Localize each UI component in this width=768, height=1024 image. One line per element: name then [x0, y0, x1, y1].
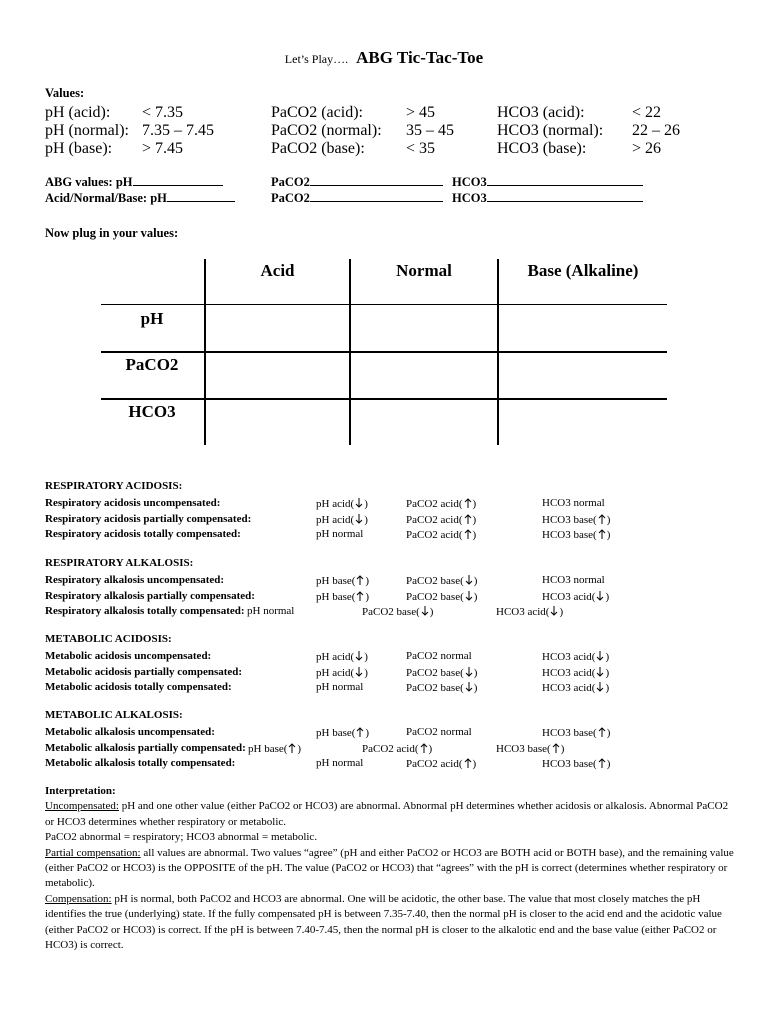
class-paco2-label: PaCO2 [271, 191, 310, 205]
value-hco3 [542, 757, 610, 770]
value-label: PaCO2 (normal): [271, 122, 382, 139]
value-range: < 22 [632, 104, 662, 121]
hco3-status: HCO3 acid [542, 590, 592, 603]
value-range: 7.35 – 7.45 [142, 122, 214, 139]
ph-status: pH base [248, 742, 284, 755]
value-ph [316, 574, 369, 587]
value-range: < 7.35 [142, 104, 184, 121]
ph-status: pH acid [316, 651, 351, 663]
arrow-up-icon: ( ) [414, 742, 433, 755]
arrow-down-icon: ( ) [460, 590, 478, 603]
hco3-status: HCO3 base [496, 742, 548, 755]
abg-values-line [45, 174, 223, 190]
value-hco3 [542, 681, 609, 694]
hco3-status: HCO3 base [542, 758, 594, 770]
ph-status: pH acid [316, 666, 351, 679]
hco3-status: HCO3 acid [542, 666, 592, 679]
plug-in-instruction: Now plug in your values: [45, 226, 179, 240]
section-heading: RESPIRATORY ALKALOSIS: [45, 557, 194, 569]
hco3-status: HCO3 normal [542, 574, 605, 586]
arrow-up-icon: ( ) [593, 758, 611, 770]
abg-paco2-blank[interactable] [310, 174, 443, 186]
value-ph [316, 681, 363, 693]
class-ph-blank[interactable] [167, 190, 235, 202]
value-paco2 [406, 666, 477, 679]
value-paco2 [406, 497, 476, 510]
arrow-up-icon: ( ) [351, 590, 370, 603]
arrow-up-icon: ( ) [458, 529, 477, 541]
value-ph [316, 757, 363, 769]
class-hco3 [452, 190, 643, 206]
abg-hco3-blank[interactable] [487, 174, 643, 186]
ph-status: pH normal [316, 528, 364, 540]
value-label: pH (acid): [45, 104, 111, 121]
value-range: 35 – 45 [406, 122, 454, 139]
class-hco3-label: HCO3 [452, 191, 487, 205]
paco2-status: PaCO2 base [362, 606, 417, 618]
ph-status: pH base [316, 575, 352, 587]
grid-col-acid: Acid [260, 261, 295, 280]
arrow-up-icon: ( ) [351, 727, 370, 739]
value-label: HCO3 (acid): [497, 104, 585, 121]
hco3-status: HCO3 acid [496, 606, 546, 618]
ph-status: pH base [316, 590, 352, 603]
grid-col-base: Base (Alkaline) [527, 261, 639, 280]
arrow-down-icon: ( ) [591, 590, 610, 603]
paco2-status: PaCO2 base [406, 590, 461, 603]
hco3-status: HCO3 base [542, 513, 594, 526]
abg-hco3-label: HCO3 [452, 175, 487, 189]
value-paco2 [406, 574, 477, 587]
grid-hline-3 [101, 398, 667, 400]
value-paco2 [362, 742, 432, 755]
condition-name: Respiratory acidosis uncompensated: [45, 497, 221, 509]
value-ph [316, 726, 369, 739]
arrow-up-icon: ( ) [458, 513, 477, 526]
value-hco3 [542, 574, 605, 586]
ph-status: pH acid [316, 513, 351, 526]
value-label: HCO3 (normal): [497, 122, 604, 139]
value-ph [248, 742, 301, 755]
paco2-status: PaCO2 acid [406, 498, 459, 510]
value-hco3 [542, 666, 609, 679]
grid-hline-1 [101, 304, 667, 305]
hco3-status: HCO3 base [542, 727, 594, 739]
condition-name: Metabolic acidosis partially compensated: [45, 665, 243, 678]
arrow-down-icon: ( ) [460, 575, 478, 587]
value-range: > 26 [632, 140, 662, 157]
abg-hco3 [452, 174, 643, 190]
value-paco2 [406, 757, 476, 770]
condition-name: Metabolic acidosis totally compensated: [45, 681, 232, 693]
condition-name: Metabolic alkalosis uncompensated: [45, 726, 215, 738]
condition-name: Respiratory alkalosis uncompensated: [45, 574, 225, 586]
interpretation [45, 784, 735, 953]
value-label: pH (normal): [45, 122, 129, 139]
value-range: < 35 [406, 140, 436, 157]
section-heading: METABOLIC ACIDOSIS: [45, 633, 172, 645]
value-hco3 [542, 497, 605, 509]
condition-name: Metabolic acidosis uncompensated: [45, 650, 212, 662]
value-paco2 [406, 681, 477, 694]
value-label: PaCO2 (acid): [271, 104, 363, 121]
grid-row-ph: pH [140, 309, 164, 328]
value-paco2 [406, 528, 476, 541]
arrow-up-icon: ( ) [351, 575, 370, 587]
arrow-up-icon: ( ) [547, 742, 565, 755]
title-main: ABG Tic-Tac-Toe [356, 48, 484, 67]
class-paco2 [271, 190, 443, 206]
hco3-status: HCO3 acid [542, 682, 592, 694]
value-range: > 7.45 [142, 140, 184, 157]
paco2-status: PaCO2 acid [406, 529, 459, 541]
arrow-down-icon: ( ) [350, 498, 368, 510]
value-paco2 [406, 726, 472, 738]
arrow-up-icon: ( ) [458, 758, 477, 770]
arrow-up-icon: ( ) [283, 742, 302, 755]
interpretation-heading: Interpretation: [45, 785, 116, 797]
ph-status: pH normal [316, 681, 364, 693]
value-ph [316, 650, 368, 663]
value-ph [316, 513, 368, 526]
hco3-status: HCO3 normal [542, 497, 605, 509]
condition-name: Respiratory acidosis totally compensated: [45, 528, 241, 540]
value-paco2 [362, 605, 433, 618]
value-ph [316, 666, 368, 679]
value-paco2 [406, 513, 476, 526]
value-ph [247, 605, 294, 617]
value-hco3 [542, 528, 610, 541]
paco2-status: PaCO2 normal [406, 726, 472, 738]
hco3-status: HCO3 base [542, 529, 594, 541]
paco2-status: PaCO2 base [406, 575, 461, 587]
abg-paco2-label: PaCO2 [271, 175, 310, 189]
arrow-down-icon: ( ) [545, 606, 564, 618]
value-range: 22 – 26 [632, 122, 680, 139]
paco2-status: PaCO2 acid [406, 758, 459, 770]
value-hco3 [496, 605, 563, 618]
interp-partial-compensation: Partial compensation: all values are abnormal. Two values “agree” (pH and either PaCO2 or HCO3 are BOTH acid or BOTH base), and the remaining value (either PaCO2 or HCO3) is the OPPOSITE of the pH. The value (PaCO2 or HCO3) that “agrees” with the pH is correct (determines whether respiratory or metabolic). [45, 846, 734, 890]
interp-uncompensated: Uncompensated: pH and one other value (either PaCO2 or HCO3) are abnormal. Abnormal pH determines whether acidosis or alkalosis. Abnormal PaCO2 or HCO3 determines whether respiratory or metabolic. [45, 800, 729, 828]
paco2-status: PaCO2 acid [406, 513, 459, 526]
abg-ph-blank[interactable] [133, 174, 223, 186]
arrow-down-icon: ( ) [350, 651, 368, 663]
value-label: PaCO2 (base): [271, 140, 365, 157]
value-paco2 [406, 590, 477, 603]
abg-paco2 [271, 174, 443, 190]
arrow-down-icon: ( ) [416, 606, 434, 618]
ph-status: pH base [316, 727, 352, 739]
interp-respiratory-metabolic: PaCO2 abnormal = respiratory; HCO3 abnormal = metabolic. [45, 831, 318, 844]
arrow-up-icon: ( ) [593, 529, 611, 541]
ph-status: pH normal [247, 605, 295, 617]
arrow-down-icon: ( ) [460, 666, 478, 679]
section-heading: RESPIRATORY ACIDOSIS: [45, 480, 183, 492]
condition-name: Respiratory acidosis partially compensated: [45, 512, 252, 525]
class-paco2-blank[interactable] [310, 190, 443, 202]
arrow-up-icon: ( ) [458, 498, 477, 510]
hco3-status: HCO3 acid [542, 651, 592, 663]
paco2-status: PaCO2 base [406, 666, 461, 679]
value-hco3 [542, 726, 610, 739]
value-ph [316, 528, 363, 540]
value-label: pH (base): [45, 140, 113, 157]
paco2-status: PaCO2 normal [406, 650, 472, 662]
value-ph [316, 497, 368, 510]
arrow-down-icon: ( ) [460, 682, 478, 694]
ph-status: pH acid [316, 498, 351, 510]
arrow-down-icon: ( ) [591, 682, 610, 694]
condition-name: Metabolic alkalosis totally compensated: [45, 757, 236, 769]
condition-name: Respiratory alkalosis totally compensated: [45, 605, 245, 617]
value-label: HCO3 (base): [497, 140, 587, 157]
condition-name: Metabolic alkalosis partially compensated: [45, 741, 246, 754]
value-hco3 [542, 650, 609, 663]
value-hco3 [496, 742, 564, 755]
abg-ph-label: ABG values: pH [45, 175, 133, 189]
paco2-status: PaCO2 acid [362, 742, 415, 755]
class-ph-label: Acid/Normal/Base: pH [45, 191, 167, 205]
class-hco3-blank[interactable] [487, 190, 643, 202]
arrow-down-icon: ( ) [591, 666, 610, 679]
value-hco3 [542, 590, 609, 603]
title-prefix: Let’s Play…. [284, 52, 349, 66]
grid-row-paco2: PaCO2 [125, 355, 179, 374]
value-paco2 [406, 650, 472, 662]
grid-hline-2 [101, 351, 667, 353]
arrow-down-icon: ( ) [591, 651, 610, 663]
arrow-up-icon: ( ) [593, 727, 611, 739]
abg-class-line [45, 190, 235, 206]
arrow-up-icon: ( ) [593, 513, 611, 526]
section-heading: METABOLIC ALKALOSIS: [45, 709, 183, 721]
arrow-down-icon: ( ) [350, 513, 368, 526]
grid-col-normal: Normal [396, 261, 452, 280]
interp-compensation: Compensation: pH is normal, both PaCO2 and HCO3 are abnormal. One will be acidotic, the other base. The value that most closely matches the pH identifies the true (underlying) state. If the fully compensated pH is between 7.35-7.40, then the normal pH is closer to the acid end and the acidotic value (either PaCO2 or HCO3) is correct. If the pH is between 7.40-7.45, then the normal pH is closer to the alkalotic end and the base value (either PaCO2 or HCO3) is correct. [45, 892, 722, 952]
values-heading: Values: [45, 86, 85, 100]
value-range: > 45 [406, 104, 436, 121]
value-ph [316, 590, 369, 603]
paco2-status: PaCO2 base [406, 682, 461, 694]
grid-row-hco3: HCO3 [128, 402, 176, 421]
value-hco3 [542, 513, 610, 526]
ph-status: pH normal [316, 757, 364, 769]
condition-name: Respiratory alkalosis partially compensated: [45, 589, 255, 602]
page-title [0, 48, 768, 68]
arrow-down-icon: ( ) [350, 666, 368, 679]
